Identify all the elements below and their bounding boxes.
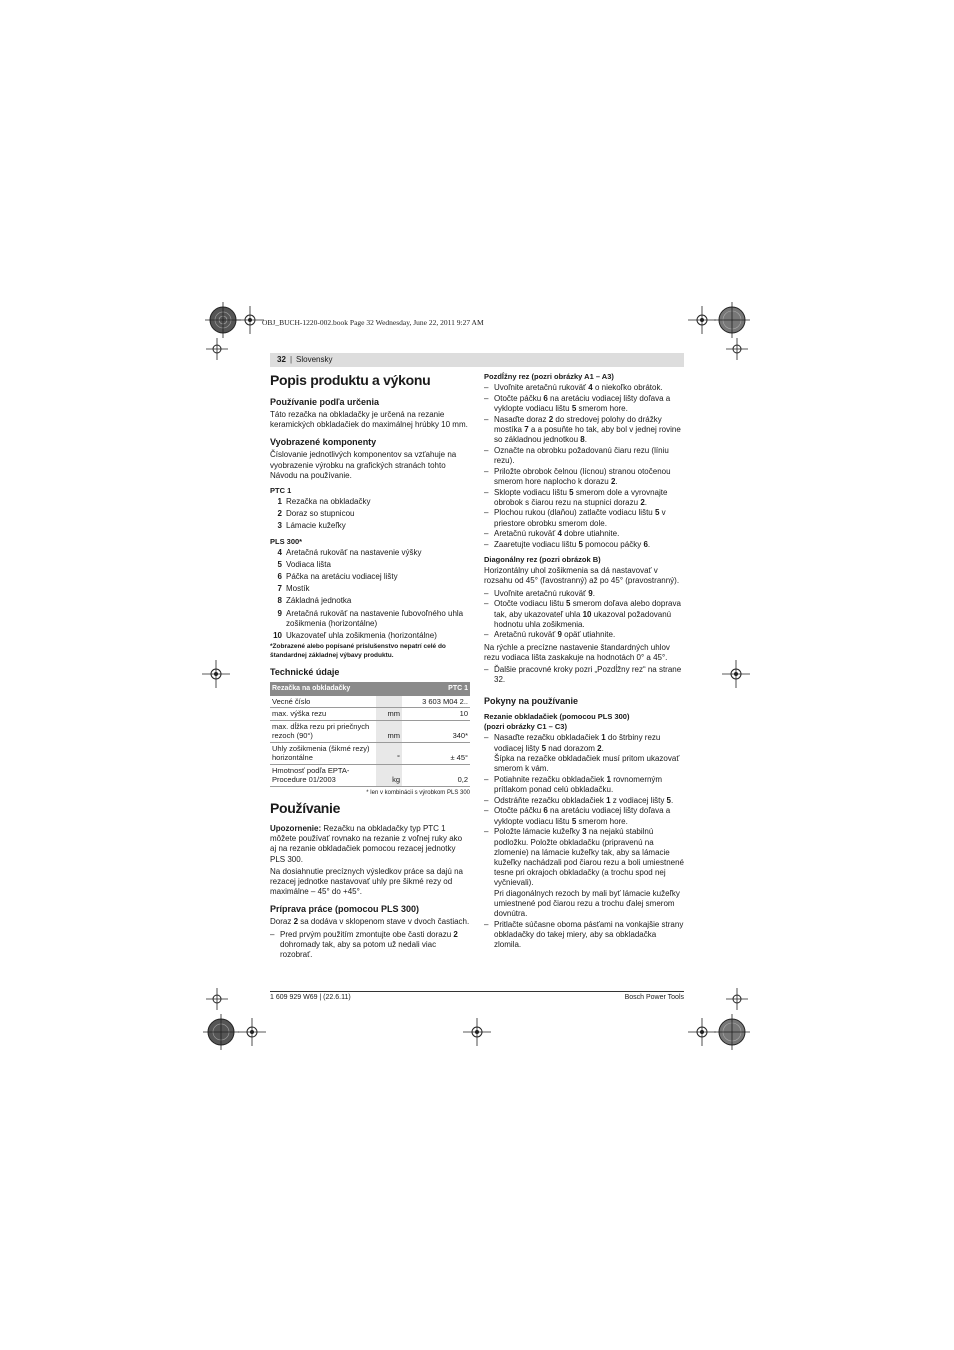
list-item — [484, 920, 684, 951]
paragraph-preparation: Doraz 2 sa dodáva v sklopenom stave v dvoch častiach. — [270, 917, 470, 927]
list-item — [484, 394, 684, 414]
list-item: – Pred prvým použitím zmontujte obe časti dorazu 2 dohromady tak, aby sa potom už nedali viac rozobrať. — [270, 929, 458, 959]
heading-tile-cutting-figures: (pozri obrázky C1 – C3) — [484, 722, 567, 732]
list-item — [270, 548, 470, 558]
table-cell-label: max. výška rezu — [270, 708, 376, 721]
crosshair-mark-mid-top-right — [726, 338, 748, 360]
footer-document-number: 1 609 929 W69 | (22.6.11) — [270, 994, 351, 1001]
list-item — [484, 589, 684, 599]
item-label: Ukazovateľ uhla zošikmenia (horizontálne) — [286, 631, 437, 641]
longitudinal-cut-steps — [484, 383, 684, 550]
list-dash: – — [484, 919, 489, 929]
table-cell-unit: mm — [376, 708, 402, 721]
table-cell-value: 0,2 — [402, 764, 470, 786]
list-dash: – — [484, 806, 489, 816]
header-language: Slovensky — [296, 355, 333, 364]
list-text: Ďalšie pracovné kroky pozri „Pozdĺžny rez“ na strane 32. — [494, 665, 682, 685]
list-item — [484, 775, 684, 795]
list-dash: – — [484, 827, 489, 837]
list-item — [484, 508, 684, 528]
crosshair-mark-middle-left — [202, 660, 230, 688]
list-item — [484, 796, 684, 806]
table-header-model: PTC 1 — [402, 682, 470, 696]
list-dash: – — [484, 774, 489, 784]
section-title-use: Používanie — [270, 799, 341, 816]
list-text: Aretačnú rukoväť 4 dobre utiahnite. — [494, 529, 620, 539]
list-item — [270, 560, 470, 570]
paragraph-intended-use: Táto rezačka na obkladačky je určená na rezanie keramických obkladačiek do maximálnej hrúbky 10 mm. — [270, 410, 468, 430]
label-ptc: PTC 1 — [270, 486, 292, 496]
crosshair-mark-top-left — [236, 306, 264, 334]
item-label: Aretačná rukoväť na nastavenie výšky — [286, 547, 422, 557]
list-dash: – — [484, 529, 489, 539]
table-cell-unit: ° — [376, 742, 402, 764]
header-separator: | — [290, 355, 293, 364]
item-label: Základná jednotka — [286, 596, 352, 606]
list-item — [270, 584, 470, 594]
list-dash: – — [484, 508, 489, 518]
crosshair-mark-middle-right — [722, 660, 750, 688]
section-title-product: Popis produktu a výkonu — [270, 372, 431, 388]
list-dash: – — [484, 599, 489, 609]
item-number: 10 — [273, 631, 282, 641]
warning-label: Upozornenie: — [270, 823, 322, 833]
list-item — [484, 488, 684, 508]
list-dash: – — [484, 665, 489, 675]
item-label: Mostík — [286, 584, 310, 594]
table-cell-value: 10 — [402, 708, 470, 721]
item-label: Rezačka na obkladačky — [286, 497, 371, 507]
list-text: Otočte páčku 6 na aretáciu vodiacej lišty doľava a vyklopte vodiacu lištu 5 smerom hore. — [494, 806, 671, 826]
crosshair-mark-bottom-right-2 — [688, 1018, 716, 1046]
page-header — [270, 353, 684, 367]
item-label: Páčka na aretáciu vodiacej lišty — [286, 572, 398, 582]
item-number: 9 — [277, 608, 282, 618]
left-column — [270, 372, 470, 961]
list-item — [270, 596, 470, 606]
tile-cutting-steps — [484, 733, 684, 950]
list-item — [484, 806, 684, 826]
right-column — [484, 372, 684, 951]
heading-longitudinal-cut: Pozdĺžny rez (pozri obrázky A1 – A3) — [484, 372, 614, 381]
list-dash: – — [484, 588, 489, 598]
list-text: Priložte obrobok čelnou (lícnou) stranou otočenou smerom hore naplocho k dorazu 2. — [494, 466, 671, 486]
table-cell-label: Hmotnosť podľa EPTA-Procedure 01/2003 — [270, 764, 376, 786]
list-text: Aretačnú rukoväť 9 opäť utiahnite. — [494, 630, 616, 640]
table-row — [270, 696, 470, 708]
list-item — [484, 733, 684, 774]
tech-data-table — [270, 682, 470, 787]
list-text: Zaaretujte vodiacu lištu 5 pomocou páčky 6. — [494, 540, 651, 550]
list-text: Pritlačte súčasne oboma pásťami na vonkajšie strany obkladačky do takej miery, aby sa obkladačka zlomila. — [494, 919, 684, 950]
list-dash: – — [484, 540, 489, 550]
pls-component-list — [270, 548, 470, 642]
table-row — [270, 720, 470, 742]
table-row — [270, 764, 470, 786]
paragraph-warning: Upozornenie: Rezačku na obkladačky typ PTC 1 môžete používať rovnako na rezanie z voľnej ruky ako aj na rezanie obkladačiek pomocou rezacej jednotky PLS 300. — [270, 823, 463, 864]
list-text: Nasaďte doraz 2 do stredovej polohy do drážky mostíka 7 a a posuňte ho tak, aby bol v jednej rovine so základnou jednotkou 8. — [494, 414, 681, 445]
crosshair-mark-bottom-left-2 — [238, 1018, 266, 1046]
list-item — [484, 827, 684, 919]
table-cell-value: 3 603 M04 2.. — [402, 696, 470, 708]
list-item — [484, 529, 684, 539]
list-item — [270, 572, 470, 582]
list-text: Otočte vodiacu lištu 5 smerom doľava alebo doprava tak, aby ukazovateľ uhla 10 ukazoval požadovanú hodnotu uhla zošikmenia. — [494, 599, 681, 629]
list-text: Sklopte vodiacu lištu 5 smerom dole a vyrovnajte obrobok s čiarou rezu na stupnici dorazu 2. — [494, 487, 668, 507]
list-text: Otočte páčku 6 na aretáciu vodiacej lišty doľava a vyklopte vodiacu lištu 5 smerom hore. — [494, 393, 671, 413]
item-number: 7 — [277, 584, 282, 594]
list-item — [484, 599, 684, 630]
item-number: 5 — [277, 559, 282, 569]
item-number: 2 — [277, 509, 282, 519]
item-number: 1 — [277, 497, 282, 507]
item-number: 6 — [277, 572, 282, 582]
table-cell-unit: mm — [376, 720, 402, 742]
table-row — [270, 708, 470, 721]
table-note: * len v kombinácii s výrobkom PLS 300 — [366, 789, 470, 796]
registration-mark-bottom-left — [203, 1014, 239, 1050]
footer-divider — [270, 991, 684, 992]
table-cell-unit: kg — [376, 764, 402, 786]
crosshair-mark-bottom-center — [463, 1018, 491, 1046]
page-number: 32 — [277, 355, 286, 364]
list-dash: – — [484, 487, 489, 497]
item-number: 8 — [277, 596, 282, 606]
crosshair-mark-bottom-left — [206, 988, 228, 1010]
list-item — [484, 540, 684, 550]
crosshair-mark-mid-top-left — [206, 338, 228, 360]
paragraph-precision: Na dosiahnutie precíznych výsledkov práce sa dajú na rezacej jednotke nastavovať uhly pre šikmé rezy od maximálne – 45° do +45°. — [270, 866, 463, 897]
list-text: Plochou rukou (dlaňou) zatlačte vodiacu lištu 5 v priestore obrobku smerom dole. — [494, 508, 666, 528]
list-text: Položte lámacie kužeľky 3 na nejakú stabilnú podložku. Položte obkladačku (pripravenú na zlomenie) na lámacie kužeľky tak, aby sa lámacie kužeľky nachádzali pod čiarou rezu a boli umiestnené tesne pri okrajoch obkladačky (a trochu spod nej vyčnievali). Pri diagonálnych rezoch by mali byť lámacie kužeľky umiestnené pod čiarou rezu a trochu ďalej smerom dovnútra. — [494, 827, 684, 918]
table-cell-unit — [376, 696, 402, 708]
list-text: Uvoľnite aretačnú rukoväť 4 o niekoľko obrátok. — [494, 383, 663, 392]
footer-brand: Bosch Power Tools — [624, 994, 684, 1001]
list-dash: – — [484, 414, 489, 424]
crosshair-mark-top-right — [688, 306, 716, 334]
list-text: Potiahnite rezačku obkladačiek 1 rovnomerným prítlakom ponad celú obkladačku. — [494, 774, 663, 794]
heading-tile-cutting: Rezanie obkladačiek (pomocou PLS 300) — [484, 712, 630, 722]
list-item — [484, 665, 684, 685]
list-item — [484, 467, 684, 487]
paragraph-components: Číslovanie jednotlivých komponentov sa vzťahuje na vyobrazenie výrobku na grafických stranách tohto Návodu na používanie. — [270, 450, 457, 480]
item-label: Aretačná rukoväť na nastavenie ľubovoľného uhla zošikmenia (horizontálne) — [286, 608, 464, 628]
table-row — [270, 742, 470, 764]
diagonal-cut-steps — [484, 589, 684, 641]
list-item — [484, 383, 684, 393]
heading-preparation: Príprava práce (pomocou PLS 300) — [270, 904, 420, 915]
paragraph-diagonal: Horizontálny uhol zošikmenia sa dá nastavovať v rozsahu od 45° (ľavostranný) až po 45° (pravostranný). — [484, 566, 680, 586]
list-dash: – — [484, 466, 489, 476]
list-dash: – — [484, 733, 489, 743]
heading-diagonal-cut: Diagonálny rez (pozri obrázok B) — [484, 555, 601, 565]
accessory-footnote: *Zobrazené alebo popísané príslušenstvo nepatrí celé do štandardnej základnej výbavy produktu. — [270, 643, 446, 659]
list-item — [270, 521, 470, 531]
list-item — [484, 446, 684, 466]
file-info: OBJ_BUCH-1220-002.book Page 32 Wednesday, June 22, 2011 9:27 AM — [262, 318, 484, 327]
list-text: Nasaďte rezačku obkladačiek 1 do štrbiny rezu vodiacej lišty 5 nad dorazom 2. Šípka na rezačke obkladačiek musí pritom ukazovať smerom k vám. — [494, 733, 680, 774]
registration-mark-bottom-right — [714, 1014, 750, 1050]
item-number: 4 — [277, 547, 282, 557]
list-text: Uvoľnite aretačnú rukoväť 9. — [494, 588, 595, 598]
table-cell-label: Uhly zošikmenia (šikmé rezy) horizontálne — [270, 742, 376, 764]
list-dash: – — [484, 795, 489, 805]
list-dash: – — [484, 383, 489, 392]
table-cell-label: max. dĺžka rezu pri priečnych rezoch (90°) — [270, 720, 376, 742]
table-cell-value: 340* — [402, 720, 470, 742]
list-item — [484, 415, 684, 446]
list-text: Označte na obrobku požadovanú čiaru rezu (líniu rezu). — [494, 445, 669, 465]
diagonal-cut-steps-2 — [484, 665, 684, 685]
list-dash: – — [484, 630, 489, 640]
list-item — [270, 497, 470, 507]
item-label: Doraz so stupnicou — [286, 509, 355, 519]
table-cell-value: ± 45° — [402, 742, 470, 764]
list-item — [270, 631, 470, 641]
list-dash: – — [484, 445, 489, 455]
heading-components: Vyobrazené komponenty — [270, 437, 377, 448]
list-item — [484, 630, 684, 640]
label-pls: PLS 300* — [270, 536, 303, 546]
heading-usage-notes: Pokyny na používanie — [484, 696, 579, 707]
list-dash: – — [484, 393, 489, 403]
list-item — [270, 509, 470, 519]
heading-intended-use: Používanie podľa určenia — [270, 397, 379, 407]
item-number: 3 — [277, 521, 282, 531]
list-item — [270, 609, 470, 629]
list-text: Odstráňte rezačku obkladačiek 1 z vodiacej lišty 5. — [494, 795, 674, 805]
crosshair-mark-bottom-right — [726, 988, 748, 1010]
ptc-component-list — [270, 497, 470, 532]
item-label: Lámacie kužeľky — [286, 521, 346, 531]
heading-tech-data: Technické údaje — [270, 667, 340, 678]
item-label: Vodiaca lišta — [286, 559, 331, 569]
registration-mark-top-right — [714, 302, 750, 338]
paragraph-diagonal-2: Na rýchle a precízne nastavenie štandardných uhlov rezu vodiaca lišta zaskakuje na hodnotách 0° a 45°. — [484, 642, 670, 662]
table-cell-label: Vecné číslo — [270, 696, 376, 708]
table-header-product: Rezačka na obkladačky — [270, 682, 402, 696]
